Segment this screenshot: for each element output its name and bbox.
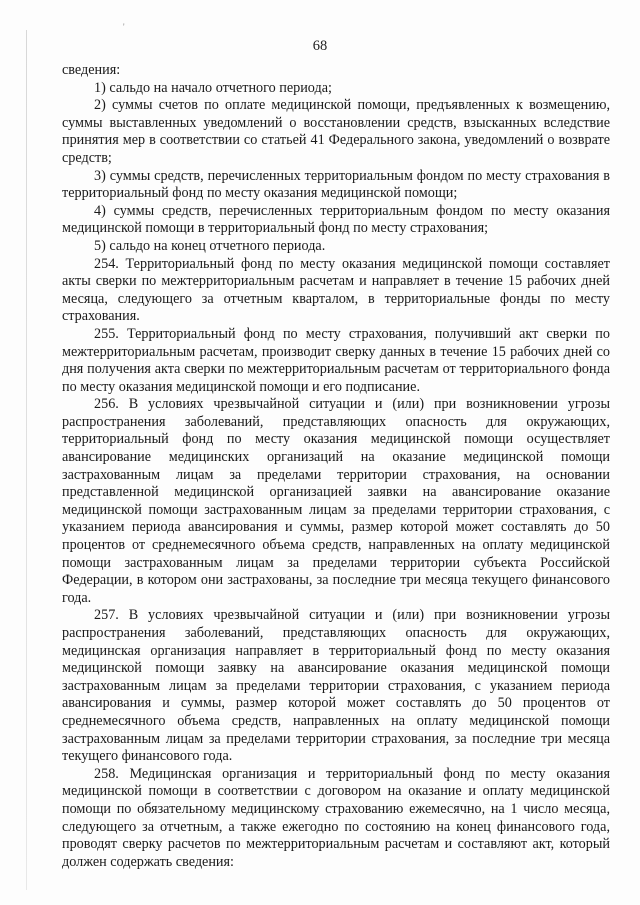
list-item-5: 5) сальдо на конец отчетного периода.	[94, 237, 326, 254]
list-item-3: 3) суммы средств, перечисленных территориальным фондом по месту страхования в территориальный фонд по месту оказания медицинской помощи;	[62, 167, 610, 202]
paragraph-257: 257. В условиях чрезвычайной ситуации и (или) при возникновении угрозы распространения заболеваний, представляющих опасность для окружающих, медицинская организация направляет в территориальный фонд по месту оказания медицинской помощи заявку на авансирование оказания медицинской помощи застрахованным лицам за пределами территории страхования, с указанием периода авансирования и суммы, размер которой может составлять до 50 процентов от среднемесячного объема средств, направленных на оплату медицинской помощи застрахованным лицам за пределами территории страхования, за последние три месяца текущего финансового года.	[62, 607, 610, 765]
paragraph-254: 254. Территориальный фонд по месту оказания медицинской помощи составляет акты сверки по межтерриториальным расчетам и направляет в течение 15 рабочих дней месяца, следующего за отчетным кварталом, в территориальные фонды по месту страхования.	[62, 255, 610, 325]
paragraph-258: 258. Медицинская организация и территориальный фонд по месту оказания медицинской помощи в соответствии с договором на оказание и оплату медицинской помощи по обязательному медицинскому страхованию ежемесячно, на 1 число месяца, следующего за отчетным, а также ежегодно по состоянию на конец финансового года, проводят сверку расчетов по межтерриториальным расчетам и составляют акт, который должен содержать сведения:	[62, 765, 610, 870]
scan-edge-line	[26, 30, 27, 890]
document-body	[62, 62, 610, 871]
paragraph-intro: сведения:	[62, 62, 121, 78]
paragraph-255: 255. Территориальный фонд по месту страхования, получивший акт сверки по межтерриториальным расчетам, производит сверку данных в течение 15 рабочих дней со дня получения акта сверки по межтерриториальным расчетам от территориального фонда по месту оказания медицинской помощи и его подписание.	[62, 325, 610, 395]
list-item-4: 4) суммы средств, перечисленных территориальным фондом по месту оказания медицинской помощи в территориальный фонд по месту страхования;	[62, 202, 610, 237]
paragraph-256: 256. В условиях чрезвычайной ситуации и (или) при возникновении угрозы распространения заболеваний, представляющих опасность для окружающих, территориальный фонд по месту оказания медицинской помощи осуществляет авансирование медицинских организаций на оказание медицинской помощи застрахованным лицам за пределами территории страхования, на основании представленной медицинской организацией заявки на авансирование оказание медицинской помощи застрахованным лицам за пределами территории страхования, с указанием периода авансирования и суммы, размер которой может составлять до 50 процентов от среднемесячного объема средств, направленных на оплату медицинской помощи застрахованным лицам за пределами территории субъекта Российской Федерации, в котором они застрахованы, за последние три месяца текущего финансового года.	[62, 396, 610, 606]
list-item-2: 2) суммы счетов по оплате медицинской помощи, предъявленных к возмещению, суммы выставленных уведомлений о восстановлении средств, взысканных вследствие принятия мер в соответствии со статьей 41 Федерального закона, уведомлений о возврате средств;	[62, 97, 610, 166]
page-number: 68	[312, 38, 328, 54]
list-item-1: 1) сальдо на начало отчетного периода;	[94, 79, 332, 96]
scan-mark: '	[123, 22, 125, 32]
